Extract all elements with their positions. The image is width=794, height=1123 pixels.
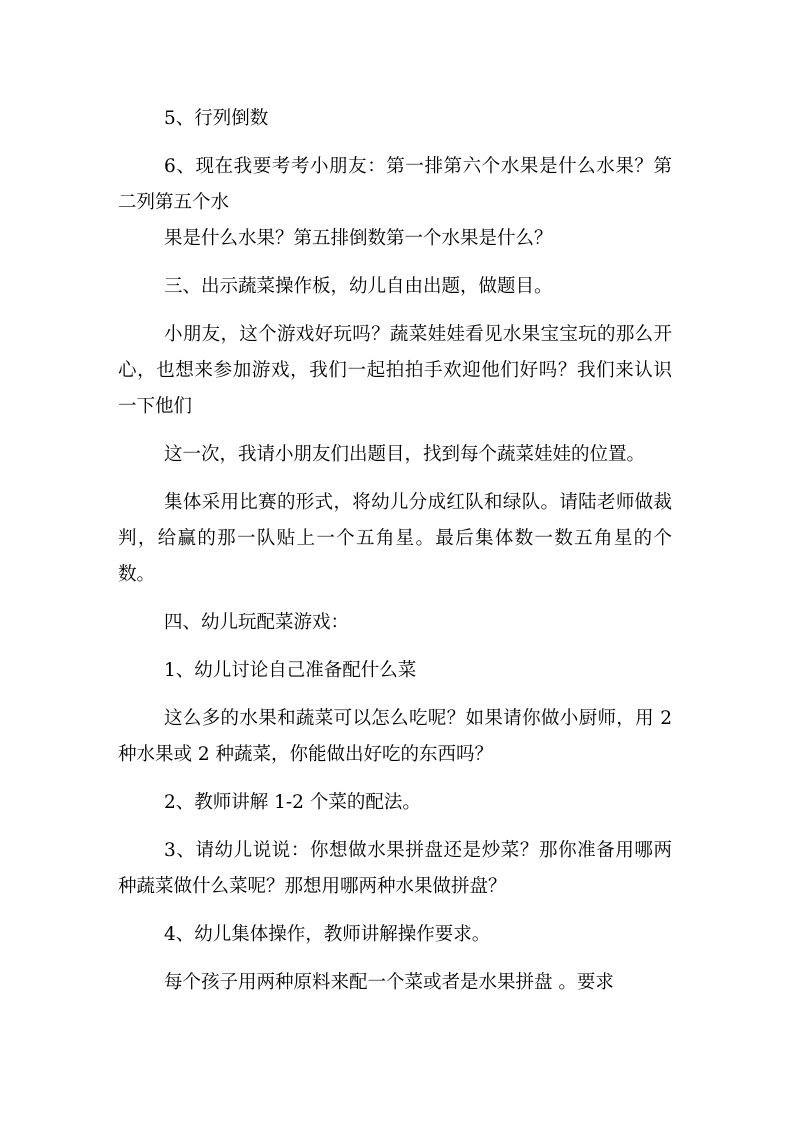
section-heading-3: 三、出示蔬菜操作板，幼儿自由出题，做题目。 xyxy=(164,276,553,297)
section-heading-4: 四、幼儿玩配菜游戏： xyxy=(164,612,350,633)
paragraph-competition: 集体采用比赛的形式，将幼儿分成红队和绿队。请陆老师做裁判，给赢的那一队贴上一个五角星。最后集体数一数五角星的个数。 xyxy=(118,492,672,585)
list-item-4: 4、幼儿集体操作，教师讲解操作要求。 xyxy=(164,924,491,945)
paragraph-find-position: 这一次，我请小朋友们出题目，找到每个蔬菜娃娃的位置。 xyxy=(164,444,646,465)
list-item-6-continued: 果是什么水果？第五排倒数第一个水果是什么？ xyxy=(164,228,553,249)
list-item-3: 3、请幼儿说说：你想做水果拼盘还是炒菜？那你准备用哪两种蔬菜做什么菜呢？那想用哪两种水果做拼盘？ xyxy=(118,840,672,897)
paragraph-chef: 这么多的水果和蔬菜可以怎么吃呢？如果请你做小厨师，用 2 种水果或 2 种蔬菜，你能做出好吃的东西吗？ xyxy=(118,708,672,765)
paragraph-requirements: 每个孩子用两种原料来配一个菜或者是水果拼盘 。要求 xyxy=(164,972,614,993)
list-item-5: 5、行列倒数 xyxy=(164,108,269,129)
document-body xyxy=(118,101,672,1001)
paragraph-intro-vegetables: 小朋友，这个游戏好玩吗？蔬菜娃娃看见水果宝宝玩的那么开心，也想来参加游戏，我们一起拍拍手欢迎他们好吗？我们来认识一下他们 xyxy=(118,324,672,417)
list-item-6: 6、现在我要考考小朋友：第一排第六个水果是什么水果？第二列第五个水 xyxy=(118,156,672,213)
list-item-2: 2、教师讲解 1-2 个菜的配法。 xyxy=(164,792,421,813)
list-item-1: 1、幼儿讨论自己准备配什么菜 xyxy=(164,660,417,681)
